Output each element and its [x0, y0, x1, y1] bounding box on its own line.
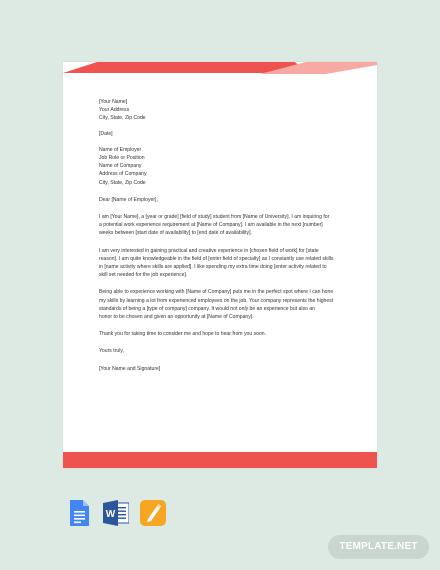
top-accent-band	[63, 62, 377, 74]
recipient-name: Name of Employer	[99, 146, 142, 153]
paragraph-1	[99, 213, 347, 238]
paragraph-line: weeks between [start date of availability] to [end date of availability].	[99, 230, 252, 237]
format-icons	[66, 500, 166, 526]
paragraph-line: skill set needed for the job experience].	[99, 272, 188, 279]
paragraph-line: I am very interested in gaining practical and creative experience in [chosen field of work] for [state	[99, 247, 319, 254]
salutation: Dear [Name of Employer],	[99, 196, 158, 203]
recipient-company: Name of Company	[99, 163, 142, 170]
sender-city: City, State, Zip Code	[99, 115, 146, 122]
google-docs-icon[interactable]	[66, 500, 92, 526]
paragraph-line: reason]. I am quite knowledgeable in the field of [enter field of specialty] as I constantly use related skills	[99, 255, 334, 262]
paragraph-line: standards of being a [type of company] company. It would not only be an experience but also an	[99, 305, 315, 312]
bottom-accent-band	[63, 452, 377, 468]
recipient-address: Address of Company	[99, 171, 147, 178]
paragraph-line: in [name activity where skills are applied]. I like spending my extra time doing [enter activity related to	[99, 264, 327, 271]
paragraph-line: Being able to experience working with [Name of Company] puts me in the perfect spot where I can hone	[99, 289, 334, 296]
paragraph-2	[99, 247, 347, 280]
paragraph-line: a potential work experience requirement at [Name of Company]. I am available in the next [number]	[99, 222, 323, 229]
letter-date: [Date]	[99, 131, 113, 138]
template-net-logo[interactable]: TEMPLATE.NET	[328, 535, 429, 559]
paragraph-3	[99, 288, 347, 321]
ms-word-icon[interactable]	[103, 500, 129, 526]
paragraph-line: I am [Your Name], a [year or grade] [field of study] student from [Name of University]. I am inquiring for	[99, 214, 330, 221]
recipient-city: City, State, Zip Code	[99, 179, 146, 186]
letter-page	[63, 62, 377, 468]
signature: [Your Name and Signature]	[99, 365, 161, 372]
apple-pages-icon[interactable]	[140, 500, 166, 526]
svg-text:W: W	[105, 509, 116, 520]
paragraph-line: honor to be chosen and given an opportunity at [Name of Company].	[99, 314, 254, 321]
closing: Yours truly,	[99, 348, 124, 355]
sender-address: Your Address	[99, 107, 130, 114]
recipient-role: Job Role or Position	[99, 155, 145, 162]
thanks-line: Thank you for taking time to consider me and hope to hear from you soon.	[99, 331, 267, 338]
letter-body	[99, 98, 347, 373]
paragraph-line: my skills by learning a lot from experienced employees on the job. Your company represents the highest	[99, 297, 334, 304]
sender-name: [Your Name]	[99, 99, 128, 105]
